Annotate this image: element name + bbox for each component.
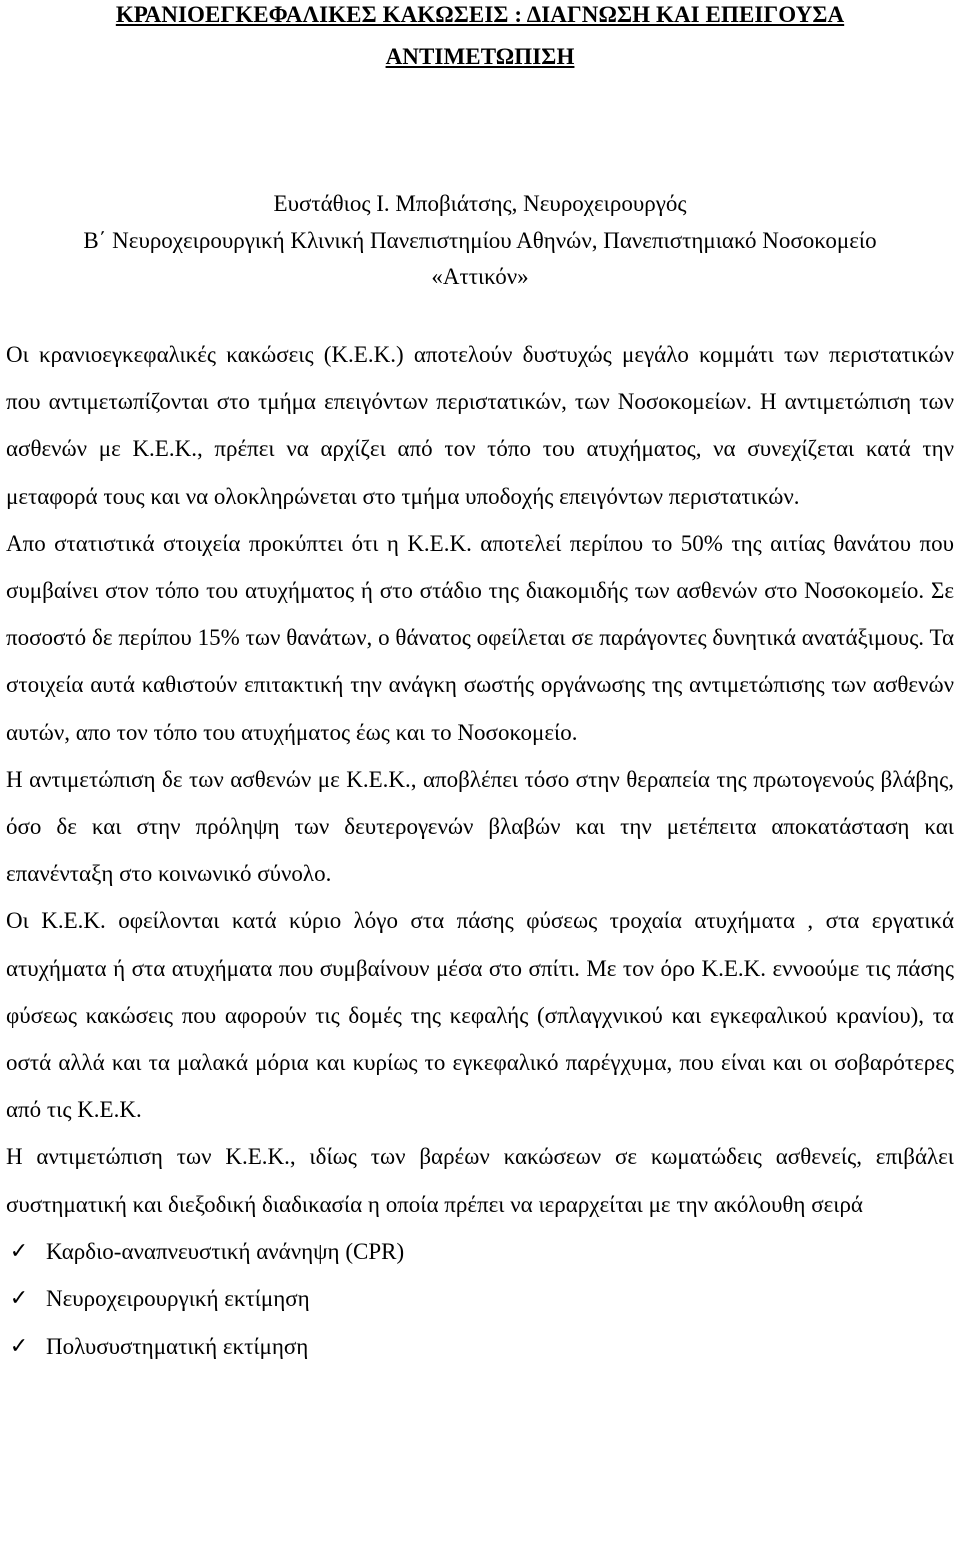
paragraph-statistics: Απο στατιστικά στοιχεία προκύπτει ότι η Κ.Ε.Κ. αποτελεί περίπου το 50% της αιτίας θανάτου που συμβαίνει στον τόπο του ατυχήματος ή στο στάδιο της διακομιδής των ασθενών στο Νοσοκομείο. Σε ποσοστό δε περίπου 15% των θανάτων, ο θάνατος οφείλεται σε παράγοντες δυνητικά ανατάξιμους. Τα στοιχεία αυτά καθιστούν επιτακτική την ανάγκη σωστής οργάνωσης της αντιμετώπισης των ασθενών αυτών, απο τον τόπο του ατυχήματος έως και το Νοσοκομείο. — [6, 530, 954, 745]
checkmark-icon: ✓ — [9, 1238, 29, 1264]
list-item-label: Πολυσυστηματική εκτίμηση — [46, 1334, 309, 1360]
document-title-line1: ΚΡΑΝΙΟΕΓΚΕΦΑΛΙΚΕΣ ΚΑΚΩΣΕΙΣ : ΔΙΑΓΝΩΣΗ ΚΑΙ ΕΠΕΙΓΟΥΣΑ — [115, 2, 845, 27]
author-block — [6, 186, 954, 295]
list-item-label: Καρδιο-αναπνευστική ανάνηψη (CPR) — [46, 1238, 405, 1264]
document-body — [6, 331, 954, 1371]
paragraph-treatment-goals: Η αντιμετώπιση δε των ασθενών με Κ.Ε.Κ., αποβλέπει τόσο στην θεραπεία της πρωτογενούς βλάβης, όσο δε και στην πρόληψη των δευτερογενών βλαβών και την μετέπειτα αποκατάσταση και επανένταξη στο κοινωνικό σύνολο. — [6, 766, 954, 887]
list-item-label: Νευροχειρουργική εκτίμηση — [46, 1286, 310, 1312]
priority-checklist — [6, 1228, 954, 1371]
paragraph-priority: Η αντιμετώπιση των Κ.Ε.Κ., ιδίως των βαρέων κακώσεων σε κωματώδεις ασθενείς, επιβάλει συστηματική και διεξοδική διαδικασία η οποία πρέπει να ιεραρχείται με την ακόλουθη σειρά — [6, 1144, 954, 1217]
list-item — [6, 1228, 954, 1276]
affiliation-line2: «Αττικόν» — [431, 264, 529, 289]
affiliation-line1: Β΄ Νευροχειρουργική Κλινική Πανεπιστημίου Αθηνών, Πανεπιστημιακό Νοσοκομείο — [83, 228, 877, 253]
paragraph-intro: Οι κρανιοεγκεφαλικές κακώσεις (Κ.Ε.Κ.) αποτελούν δυστυχώς μεγάλο κομμάτι των περιστατικών που αντιμετωπίζονται στο τμήμα επειγόντων περιστατικών, των Νοσοκομείων. Η αντιμετώπιση των ασθενών με Κ.Ε.Κ., πρέπει να αρχίζει από τον τόπο του ατυχήματος, να συνεχίζεται κατά την μεταφορά τους και να ολοκληρώνεται στο τμήμα υποδοχής επειγόντων περιστατικών. — [6, 342, 954, 509]
author-name: Ευστάθιος Ι. Μποβιάτσης, Νευροχειρουργός — [273, 191, 687, 216]
document-title-line2: ΑΝΤΙΜΕΤΩΠΙΣΗ — [385, 44, 575, 69]
list-item — [6, 1275, 954, 1323]
paragraph-causes: Οι Κ.Ε.Κ. οφείλονται κατά κύριο λόγο στα πάσης φύσεως τροχαία ατυχήματα , στα εργατικά ατυχήματα ή στα ατυχήματα που συμβαίνουν μέσα στο σπίτι. Με τον όρο Κ.Ε.Κ. εννοούμε τις πάσης φύσεως κακώσεις που αφορούν τις δομές της κεφαλής (σπλαγχνικού και εγκεφαλικού κρανίου), τα οστά αλλά και τα μαλακά μόρια και κυρίως το εγκεφαλικό παρέγχυμα, που είναι και οι σοβαρότερες από τις Κ.Ε.Κ. — [6, 908, 954, 1123]
checkmark-icon: ✓ — [9, 1334, 29, 1360]
list-item — [6, 1323, 954, 1371]
checkmark-icon: ✓ — [9, 1286, 29, 1312]
